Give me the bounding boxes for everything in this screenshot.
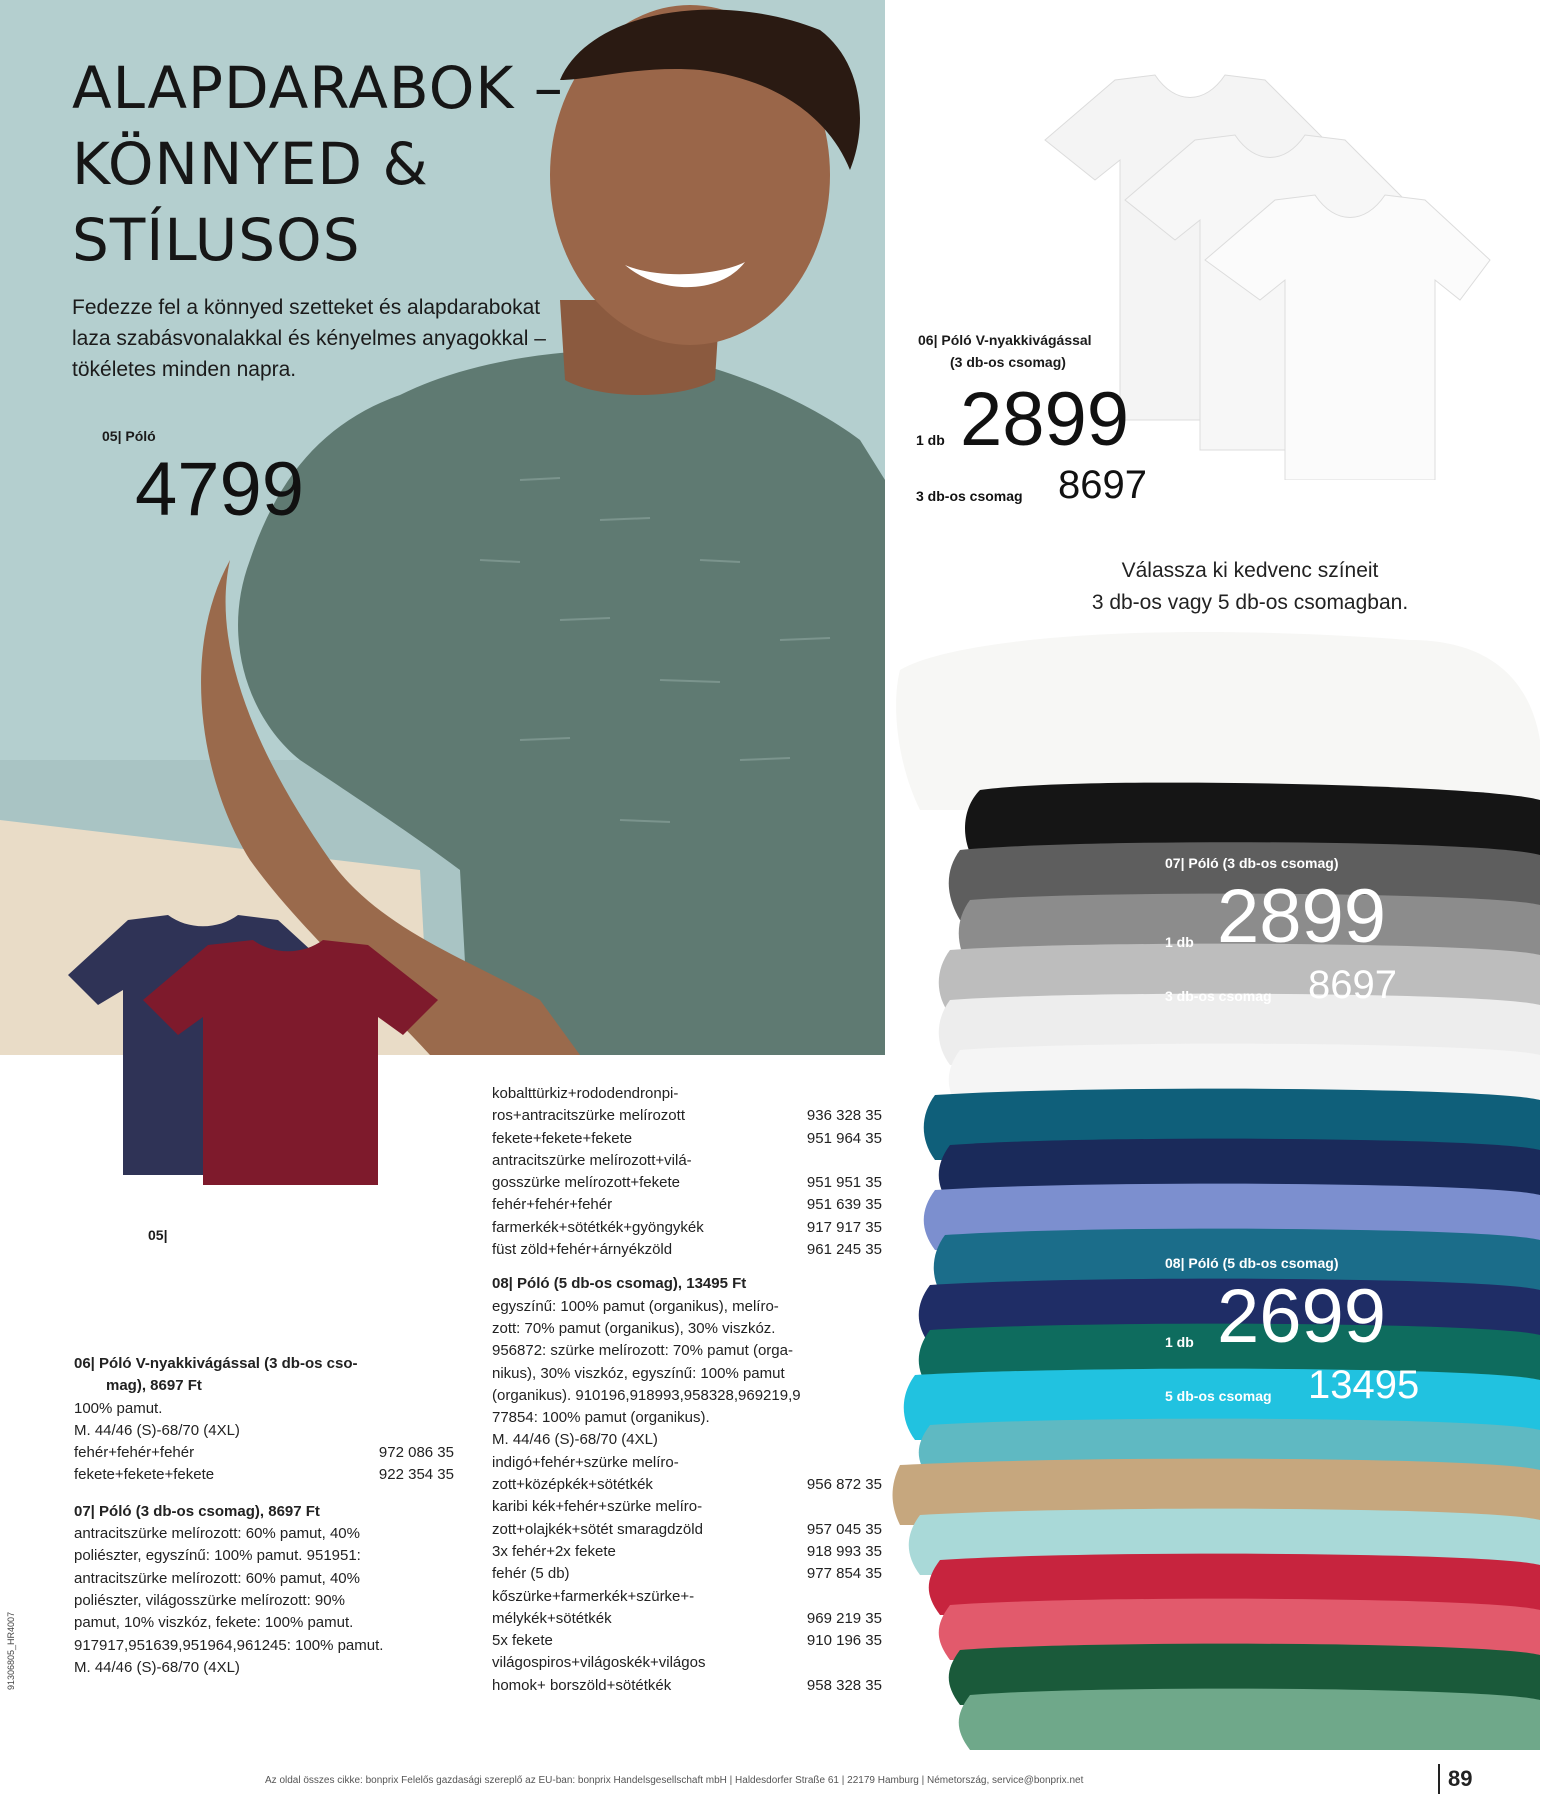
p06-title-1: 06| Póló V-nyakkivágással (3 db-os cso- [74,1355,358,1372]
item-06-pack-price: 8697 [1058,463,1147,507]
intro-line-2: laza szabásvonalakkal és kényelmes anyagokkal – [72,327,546,350]
article-number: 972 086 35 [378,1444,454,1462]
p08-desc-line: nikus), 30% viszkóz, egyszínű: 100% pamut [492,1364,785,1382]
p08-variant-row [492,1586,882,1608]
p08-desc-line: M. 44/46 (S)-68/70 (4XL) [492,1431,658,1449]
article-number: 917 917 35 [806,1218,882,1236]
variant-label: füst zöld+fehér+árnyékzöld [492,1241,673,1259]
p07-desc-line: antracitszürke melírozott: 60% pamut, 40% [74,1525,360,1543]
item-08-pack-price: 13495 [1308,1363,1420,1407]
item-08-unit-label: 1 db [1165,1334,1194,1350]
p08-desc-line: 956872: szürke melírozott: 70% pamut (orga- [492,1342,793,1360]
item-05-tag: 05| Póló [102,428,156,444]
article-number: 969 219 35 [806,1609,882,1627]
variant-label: fehér (5 db) [492,1565,570,1583]
intro-line-3: tökéletes minden napra. [72,358,297,381]
article-number: 918 993 35 [806,1542,882,1560]
variant-label: indigó+fehér+szürke melíro- [492,1453,679,1471]
choose-line-2: 3 db-os vagy 5 db-os csomagban. [1091,591,1409,614]
p07-variant-row [492,1217,882,1239]
p07-variant-row [492,1239,882,1261]
p08-variant-row [492,1541,882,1563]
article-number: 961 245 35 [806,1241,882,1259]
p07-desc-line: 917917,951639,951964,961245: 100% pamut. [74,1636,384,1654]
item-06-unit-price: 2899 [960,377,1130,462]
article-number: 910 196 35 [806,1632,882,1650]
article-number: 957 045 35 [806,1520,882,1538]
variant-label: világospiros+világoskék+világos [492,1654,706,1672]
p08-variant-row [492,1474,882,1496]
page-number-divider [1438,1764,1440,1794]
p07-title: 07| Póló (3 db-os csomag), 8697 Ft [74,1502,320,1520]
item-06-unit-label: 1 db [916,432,945,448]
variant-label: karibi kék+fehér+szürke melíro- [492,1498,703,1516]
variant-label: fehér+fehér+fehér [492,1196,613,1214]
item-07-pack-price: 8697 [1308,963,1397,1007]
stack-layers [893,632,1541,1750]
article-number: 958 328 35 [806,1676,882,1694]
p07-variant-row [492,1083,882,1105]
p08-variant-row [492,1630,882,1652]
article-number: 956 872 35 [806,1476,882,1494]
p08-variant-row [492,1496,882,1518]
variant-label: 3x fehér+2x fekete [492,1542,616,1560]
item-07-unit-label: 1 db [1165,934,1194,950]
choose-line-1: Válassza ki kedvenc színeit [1121,559,1379,582]
item-06-pack-label: 3 db-os csomag [916,488,1023,504]
item-05-price: 4799 [135,447,305,532]
headline-line-2: KÖNNYED & [72,130,429,198]
article-number: 977 854 35 [806,1565,882,1583]
hero-photo [0,0,885,1055]
article-number: 922 354 35 [378,1466,454,1484]
p07-desc-line: poliészter, egyszínű: 100% pamut. 951951: [74,1547,361,1565]
item-07-title: 07| Póló (3 db-os csomag) [1165,855,1339,871]
intro-line-1: Fedezze fel a könnyed szetteket és alapdarabokat [72,296,541,319]
variant-label: fehér+fehér+fehér [74,1444,195,1462]
folded-shirts-stack-image [890,600,1550,1760]
variant-label: zott+középkék+sötétkék [492,1476,653,1494]
variant-label: fekete+fekete+fekete [492,1129,633,1147]
p07-desc-line: antracitszürke melírozott: 60% pamut, 40% [74,1569,360,1587]
item-06-title-1: 06| Póló V-nyakkivágással [918,332,1092,348]
variant-label: ros+antracitszürke melírozott [492,1107,685,1125]
p08-desc-line: 77854: 100% pamut (organikus). [492,1409,710,1427]
p08-desc-line: egyszínű: 100% pamut (organikus), melíro- [492,1297,779,1315]
item-08-title: 08| Póló (5 db-os csomag) [1165,1255,1339,1271]
variant-label: 5x fekete [492,1632,553,1650]
p06-title-2: mag), 8697 Ft [106,1377,202,1395]
p08-title: 08| Póló (5 db-os csomag), 13495 Ft [492,1275,747,1293]
item-06-title-2: (3 db-os csomag) [950,354,1066,370]
product-details-column-2 [492,1083,882,1697]
item-07-pack-label: 3 db-os csomag [1165,988,1272,1004]
p08-variant-row [492,1652,882,1674]
variant-label: kőszürke+farmerkék+szürke+- [492,1587,695,1605]
variant-label: zott+olajkék+sötét smaragdzöld [492,1520,703,1538]
variant-label: homok+ borszöld+sötétkék [492,1676,672,1694]
p08-desc-line: zott: 70% pamut (organikus), 30% viszkóz. [492,1319,776,1337]
p06-variant-row [74,1464,454,1486]
p08-desc-line: (organikus). 910196,918993,958328,969219,9 [492,1386,801,1404]
article-number: 951 964 35 [806,1129,882,1147]
catalog-side-code: 91306805_HR4007 [6,1611,16,1690]
p07-variant-row [492,1172,882,1194]
product-details-column-1 [74,1353,454,1679]
item-07-unit-price: 2899 [1217,874,1387,959]
legal-footer: Az oldal összes cikke: bonprix Felelős gazdasági szereplő az EU-ban: bonprix Handelsgesellschaft mbH | Haldesdorfer Straße 61 | 22179 Hamburg | Németország, service@bonprix.net [265,1775,1084,1786]
p06-sizes: M. 44/46 (S)-68/70 (4XL) [74,1421,240,1439]
variant-label: antracitszürke melírozott+vilá- [492,1151,692,1169]
p07-variant-row [492,1128,882,1150]
p06-variant-row [74,1442,454,1464]
p06-material: 100% pamut. [74,1399,163,1417]
article-number: 951 951 35 [806,1174,882,1192]
item-05-small-tag: 05| [148,1227,168,1243]
p07-variant-row [492,1194,882,1216]
p07-variant-row [492,1150,882,1172]
variant-label: mélykék+sötétkék [492,1609,612,1627]
item-05-shirts-image [38,905,438,1185]
p07-desc-line: poliészter, világosszürke melírozott: 90% [74,1591,345,1609]
headline-line-1: ALAPDARABOK – [72,54,564,122]
intro-text [72,292,592,385]
p07-variant-row [492,1105,882,1127]
p07-desc-line: M. 44/46 (S)-68/70 (4XL) [74,1658,240,1676]
p07-desc-line: pamut, 10% viszkóz, fekete: 100% pamut. [74,1614,354,1632]
variant-label: fekete+fekete+fekete [74,1466,215,1484]
item-08-unit-price: 2699 [1217,1274,1387,1359]
page-headline [72,50,564,278]
p08-variant-row [492,1452,882,1474]
variant-label: farmerkék+sötétkék+gyöngykék [492,1218,704,1236]
p08-variant-row [492,1675,882,1697]
article-number: 936 328 35 [806,1107,882,1125]
item-08-pack-label: 5 db-os csomag [1165,1388,1272,1404]
p08-variant-row [492,1608,882,1630]
p08-variant-row [492,1519,882,1541]
article-number: 951 639 35 [806,1196,882,1214]
page-number: 89 [1448,1766,1473,1791]
headline-line-3: STÍLUSOS [72,206,361,274]
variant-label: gosszürke melírozott+fekete [492,1174,681,1192]
p08-variant-row [492,1563,882,1585]
variant-label: kobalttürkiz+rododendronpi- [492,1085,679,1102]
